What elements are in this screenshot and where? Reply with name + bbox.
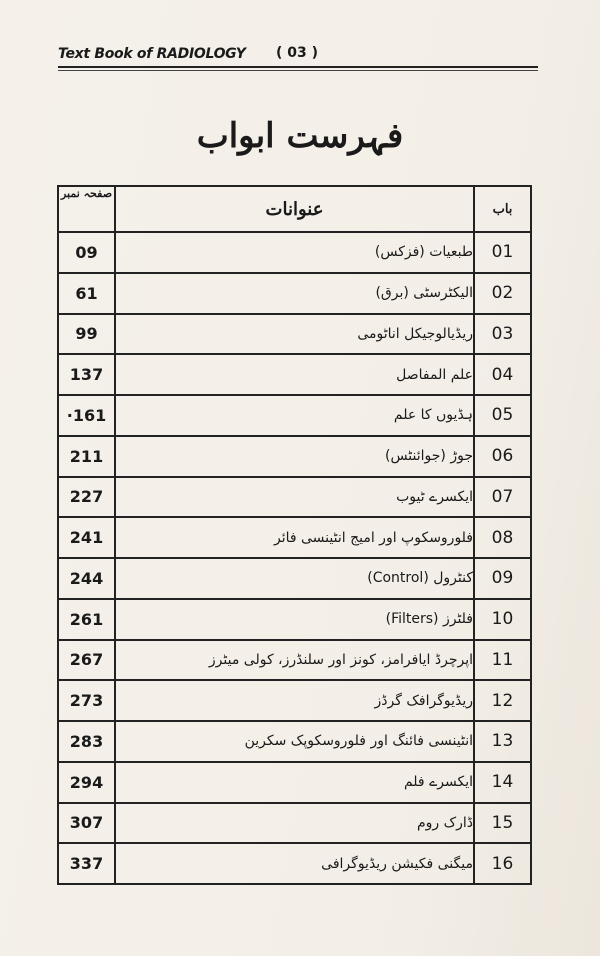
row-page: 244	[58, 558, 115, 599]
row-page: 273	[58, 680, 115, 721]
row-title: الیکٹرسٹی (برق)	[115, 273, 474, 314]
table-row	[58, 314, 531, 355]
running-header	[58, 44, 538, 72]
row-page: 307	[58, 803, 115, 844]
row-title: فلوروسکوپ اور امیج انٹینسی فائر	[115, 517, 474, 558]
row-page: 241	[58, 517, 115, 558]
row-page: 99	[58, 314, 115, 355]
table-row	[58, 803, 531, 844]
table-row	[58, 721, 531, 762]
table-row	[58, 680, 531, 721]
page-title: فہرست ابواب	[196, 116, 404, 156]
header-page-number: ( 03 )	[276, 45, 319, 61]
table-row	[58, 640, 531, 681]
row-chapter: 07	[474, 477, 531, 518]
table-row	[58, 599, 531, 640]
header-rule-thin	[58, 70, 538, 71]
table-row	[58, 232, 531, 273]
row-title: طبعیات (فزکس)	[115, 232, 474, 273]
row-title: کنٹرول (Control)	[115, 558, 474, 599]
table-row	[58, 558, 531, 599]
header-chapter-column: باب	[474, 186, 531, 232]
row-title: میگنی فکیشن ریڈیوگرافی	[115, 843, 474, 884]
row-page: 137	[58, 354, 115, 395]
row-page: 337	[58, 843, 115, 884]
table-row	[58, 354, 531, 395]
table-row	[58, 436, 531, 477]
header-rule	[58, 66, 538, 68]
table-row	[58, 843, 531, 884]
row-title: ایکسرے فلم	[115, 762, 474, 803]
row-chapter: 16	[474, 843, 531, 884]
row-chapter: 14	[474, 762, 531, 803]
table-row	[58, 395, 531, 436]
row-page: 261	[58, 599, 115, 640]
row-chapter: 05	[474, 395, 531, 436]
row-title: ریڈیوگرافک گرڈز	[115, 680, 474, 721]
table-row	[58, 762, 531, 803]
row-chapter: 11	[474, 640, 531, 681]
contents-table-body	[58, 232, 531, 884]
row-page: 283	[58, 721, 115, 762]
table-row	[58, 477, 531, 518]
row-chapter: 09	[474, 558, 531, 599]
row-title: ڈارک روم	[115, 803, 474, 844]
header-page-column: صفحہ نمبر	[58, 186, 115, 232]
row-title: اپرچرڈ ایافرامز، کونز اور سلنڈرز، کولی میٹرز	[115, 640, 474, 681]
row-chapter: 10	[474, 599, 531, 640]
contents-table	[57, 185, 532, 885]
row-page: 267	[58, 640, 115, 681]
row-chapter: 13	[474, 721, 531, 762]
row-chapter: 02	[474, 273, 531, 314]
row-chapter: 03	[474, 314, 531, 355]
row-title: ایکسرے ٹیوب	[115, 477, 474, 518]
book-title: Text Book of RADIOLOGY	[58, 46, 246, 62]
table-row	[58, 273, 531, 314]
row-chapter: 01	[474, 232, 531, 273]
row-page: 61	[58, 273, 115, 314]
row-page: 211	[58, 436, 115, 477]
row-chapter: 15	[474, 803, 531, 844]
table-header-row	[58, 186, 531, 232]
row-title: علم المفاصل	[115, 354, 474, 395]
row-title: ریڈیالوجیکل اناٹومی	[115, 314, 474, 355]
row-title: انٹینسی فائنگ اور فلوروسکوپک سکرین	[115, 721, 474, 762]
row-chapter: 08	[474, 517, 531, 558]
row-page: 227	[58, 477, 115, 518]
row-page: ·161	[58, 395, 115, 436]
row-title: فلٹرز (Filters)	[115, 599, 474, 640]
row-title: ہڈیوں کا علم	[115, 395, 474, 436]
row-title: جوڑ (جوائنٹس)	[115, 436, 474, 477]
row-page: 09	[58, 232, 115, 273]
row-chapter: 12	[474, 680, 531, 721]
row-chapter: 06	[474, 436, 531, 477]
table-row	[58, 517, 531, 558]
header-title-column: عنوانات	[115, 186, 474, 232]
row-page: 294	[58, 762, 115, 803]
row-chapter: 04	[474, 354, 531, 395]
